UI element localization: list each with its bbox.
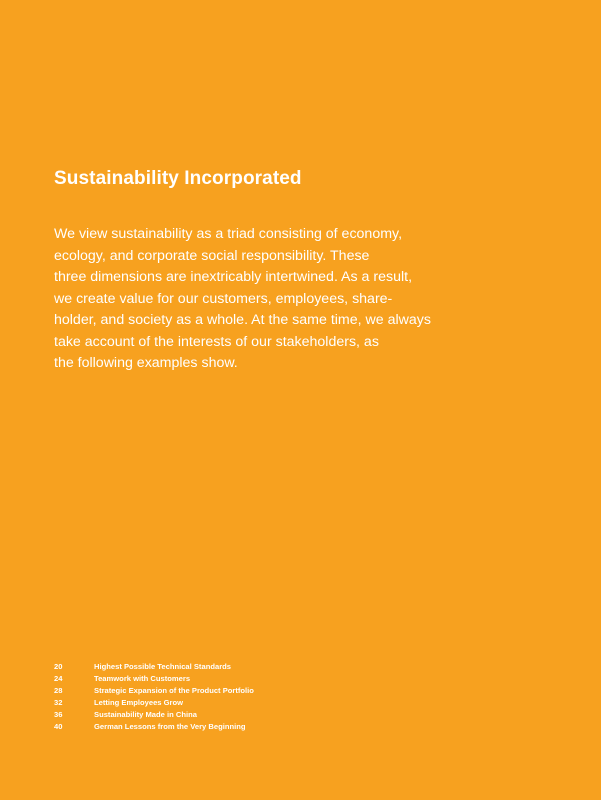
toc-item (54, 697, 254, 709)
intro-line: take account of the interests of our stakeholders, as (54, 333, 379, 350)
toc-label: Strategic Expansion of the Product Portfolio (94, 686, 254, 695)
page-title: Sustainability Incorporated (54, 168, 302, 189)
toc-label: Teamwork with Customers (94, 674, 191, 683)
toc-item (54, 661, 254, 673)
intro-line: we create value for our customers, employees, share- (54, 290, 393, 307)
toc-label: Letting Employees Grow (94, 698, 184, 707)
table-of-contents (54, 661, 254, 733)
toc-item (54, 673, 254, 685)
toc-page-number: 36 (54, 710, 63, 719)
toc-page-number: 20 (54, 662, 63, 671)
toc-label: Sustainability Made in China (94, 710, 197, 719)
toc-item (54, 709, 254, 721)
toc-page-number: 40 (54, 722, 63, 731)
intro-line: three dimensions are inextricably intertwined. As a result, (54, 269, 413, 285)
intro-line: the following examples show. (54, 355, 238, 371)
intro-line: ecology, and corporate social responsibility. These (54, 247, 370, 264)
toc-label: Highest Possible Technical Standards (94, 662, 232, 671)
intro-paragraph (54, 224, 454, 375)
toc-item (54, 685, 254, 697)
toc-label: German Lessons from the Very Beginning (94, 722, 246, 731)
toc-page-number: 28 (54, 686, 63, 695)
toc-page-number: 24 (54, 674, 63, 683)
toc-page-number: 32 (54, 698, 63, 707)
intro-line: holder, and society as a whole. At the same time, we always (54, 312, 431, 328)
toc-item (54, 721, 254, 733)
intro-line: We view sustainability as a triad consisting of economy, (54, 226, 403, 242)
